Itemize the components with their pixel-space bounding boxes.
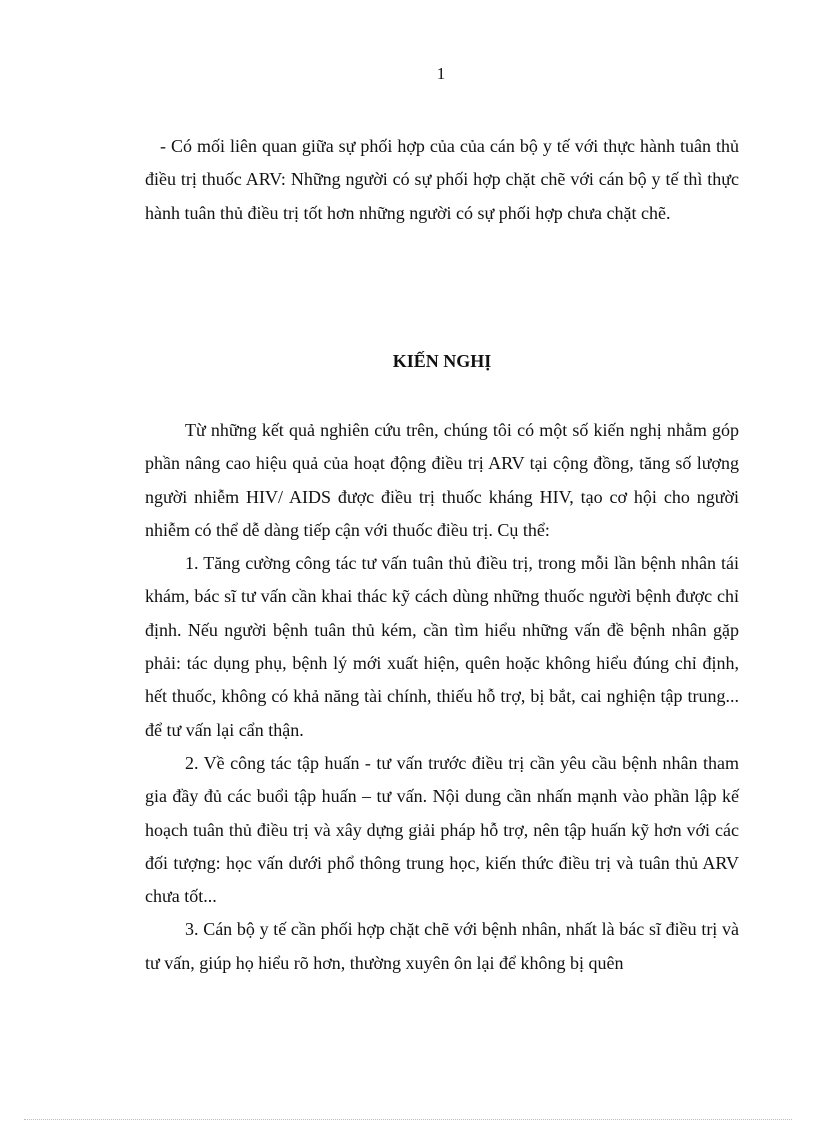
body-paragraph-recommendation-2: 2. Về công tác tập huấn - tư vấn trước điều trị cần yêu cầu bệnh nhân tham gia đầy đủ các buổi tập huấn – tư vấn. Nội dung cần nhấn mạnh vào phần lập kế hoạch tuân thủ điều trị và xây dựng giải pháp hỗ trợ, nên tập huấn kỹ hơn với các đối tượng: học vấn dưới phổ thông trung học, kiến thức điều trị và tuân thủ ARV chưa tốt... bbox=[145, 752, 739, 907]
body-paragraph-recommendation-3: 3. Cán bộ y tế cần phối hợp chặt chẽ với bệnh nhân, nhất là bác sĩ điều trị và tư vấn, giúp họ hiểu rõ hơn, thường xuyên ôn lại để không bị quên bbox=[145, 919, 739, 973]
body-paragraph-intro: Từ những kết quả nghiên cứu trên, chúng tôi có một số kiến nghị nhằm góp phần nâng cao hiệu quả của hoạt động điều trị ARV tại cộng đồng, tăng số lượng người nhiễm HIV/ AIDS được điều trị thuốc kháng HIV, tạo cơ hội cho người nhiễm có thể dễ dàng tiếp cận với thuốc điều trị. Cụ thể: bbox=[145, 420, 739, 540]
page-number: 1 bbox=[436, 64, 446, 83]
intro-block bbox=[145, 130, 739, 230]
page-bottom-divider bbox=[24, 1119, 792, 1120]
intro-paragraph: - Có mối liên quan giữa sự phối hợp của của cán bộ y tế với thực hành tuân thủ điều trị thuốc ARV: Những người có sự phối hợp chặt chẽ với cán bộ y tế thì thực hành tuân thủ điều trị tốt hơn những người có sự phối hợp chưa chặt chẽ. bbox=[145, 136, 739, 223]
body-paragraph-recommendation-1: 1. Tăng cường công tác tư vấn tuân thủ điều trị, trong mỗi lần bệnh nhân tái khám, bác sĩ tư vấn cần khai thác kỹ cách dùng những thuốc người bệnh được chỉ định. Nếu người bệnh tuân thủ kém, cần tìm hiểu những vấn đề bệnh nhân gặp phải: tác dụng phụ, bệnh lý mới xuất hiện, quên hoặc không hiểu đúng chỉ định, hết thuốc, không có khả năng tài chính, thiếu hỗ trợ, bị bắt, cai nghiện tập trung... để tư vấn lại cẩn thận. bbox=[145, 553, 739, 740]
section-heading: KIẾN NGHỊ bbox=[392, 351, 492, 371]
recommendations-body bbox=[145, 414, 739, 980]
